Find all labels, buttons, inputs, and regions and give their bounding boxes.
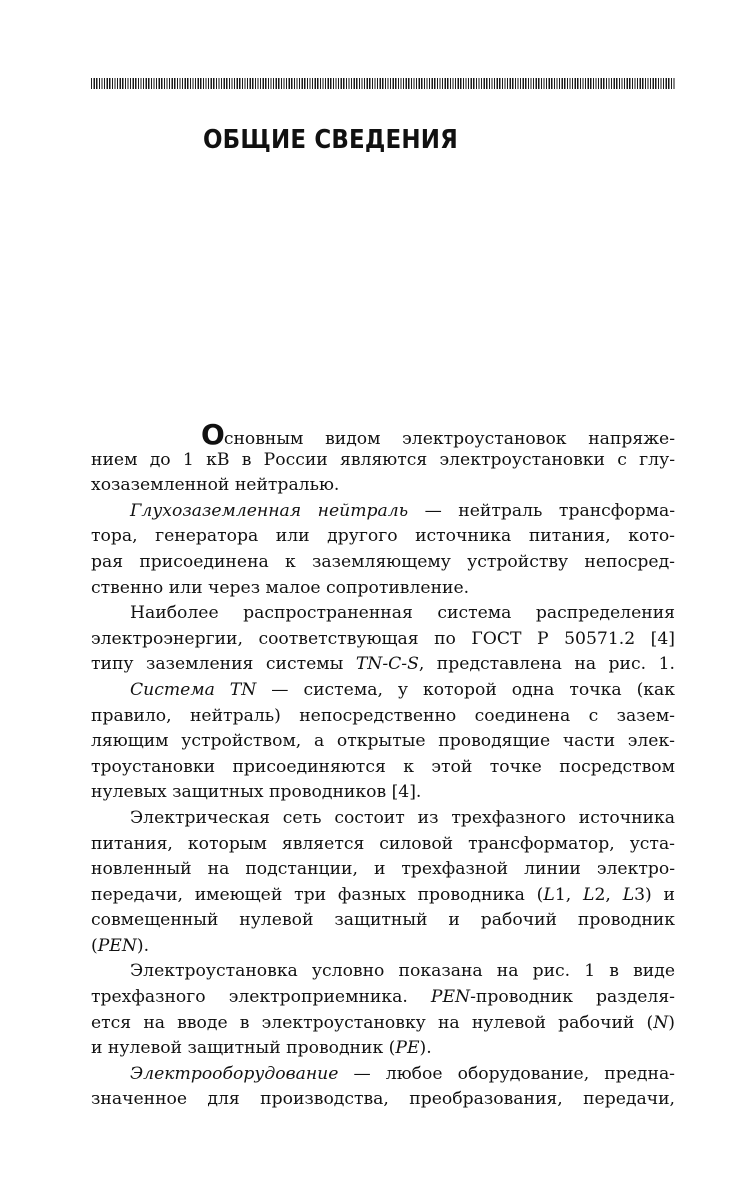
text-line — [91, 959, 675, 985]
italic-term: L — [622, 884, 635, 905]
text-segment: Электроустановка условно показана на рис. 1 в виде — [130, 961, 675, 982]
text-line — [91, 627, 675, 653]
text-line — [91, 550, 675, 576]
text-segment: трехфазного электроприемника. — [91, 987, 431, 1008]
text-line — [91, 985, 675, 1011]
italic-term: N — [653, 1012, 669, 1033]
text-line — [91, 418, 675, 451]
text-line — [91, 1062, 675, 1088]
header-rule — [91, 78, 675, 89]
text-line — [91, 499, 675, 525]
text-line — [91, 806, 675, 832]
italic-term: L — [583, 884, 595, 905]
text-segment: ( — [91, 935, 98, 956]
text-segment: нием до 1 кВ в России являются электроустановки с глу- — [91, 449, 675, 470]
italic-term: Электрооборудование — [130, 1063, 339, 1084]
text-segment: ). — [136, 935, 150, 956]
text-segment: нулевых защитных проводников [4]. — [91, 782, 422, 803]
text-segment: 1, — [554, 884, 584, 905]
text-line — [91, 883, 675, 909]
text-segment: ) — [668, 1012, 675, 1033]
text-segment: хозаземленной нейтралью. — [91, 475, 340, 496]
body-text — [91, 418, 676, 1113]
text-segment: типу заземления системы — [91, 654, 356, 675]
text-segment: тора, генератора или другого источника питания, кото- — [91, 526, 675, 547]
italic-term: PEN — [430, 987, 471, 1008]
text-line — [91, 678, 675, 704]
italic-term: TN-C-S — [355, 654, 419, 675]
text-segment: — нейтраль трансформа- — [408, 500, 676, 521]
text-line — [91, 780, 675, 806]
text-segment: значенное для производства, преобразования, передачи, — [91, 1089, 675, 1110]
text-segment: правило, нейтраль) непосредственно соединена с зазем- — [91, 705, 675, 726]
italic-term: PE — [395, 1038, 420, 1059]
text-line — [91, 755, 675, 781]
text-line — [91, 448, 675, 474]
text-line — [91, 576, 675, 602]
text-segment: питания, которым является силовой трансформатор, уста- — [91, 833, 675, 854]
text-segment: совмещенный нулевой защитный и рабочий проводник — [91, 910, 675, 931]
text-line — [91, 1011, 675, 1037]
text-segment: троустановки присоединяются к этой точке посредством — [91, 756, 675, 777]
text-segment: новленный на подстанции, и трехфазной линии электро- — [91, 859, 675, 880]
text-line — [91, 729, 675, 755]
italic-term: L — [543, 884, 555, 905]
drop-cap: О — [201, 418, 224, 451]
text-segment: 2, — [594, 884, 623, 905]
text-line — [91, 1087, 675, 1113]
text-line — [91, 1036, 675, 1062]
text-line — [91, 524, 675, 550]
italic-term: Глухозаземленная нейтраль — [130, 500, 409, 521]
text-segment: сновным видом электроустановок напряже- — [223, 429, 675, 449]
text-segment: -проводник разделя- — [470, 987, 675, 1008]
text-line — [91, 652, 675, 678]
text-segment: — любое оборудование, предна- — [338, 1063, 675, 1084]
text-line — [91, 857, 675, 883]
text-segment: — система, у которой одна точка (как — [256, 679, 676, 700]
text-segment: передачи, имеющей три фазных проводника ( — [91, 884, 544, 905]
italic-term: Система TN — [130, 679, 257, 700]
text-segment: рая присоединена к заземляющему устройству непосред- — [91, 551, 675, 572]
text-segment: ется на вводе в электроустановку на нулевой рабочий ( — [91, 1012, 654, 1033]
text-line — [91, 473, 675, 499]
text-line — [91, 908, 675, 934]
text-line — [91, 934, 675, 960]
text-line — [91, 832, 675, 858]
text-segment: Электрическая сеть состоит из трехфазного источника — [130, 807, 675, 828]
chapter-heading: ОБЩИЕ СВЕДЕНИЯ — [203, 125, 459, 155]
text-segment: Наиболее распространенная система распределения — [130, 603, 675, 624]
text-segment: 3) и — [634, 884, 676, 905]
text-segment: электроэнергии, соответствующая по ГОСТ Р 50571.2 [4] — [91, 628, 675, 649]
text-line — [91, 704, 675, 730]
text-segment: , представлена на рис. 1. — [418, 654, 675, 675]
text-segment: ). — [419, 1038, 432, 1059]
text-line — [91, 601, 675, 627]
text-segment: ляющим устройством, а открытые проводящие части элек- — [91, 731, 675, 752]
italic-term: PEN — [97, 935, 137, 956]
text-segment: ственно или через малое сопротивление. — [91, 577, 470, 598]
text-segment: и нулевой защитный проводник ( — [91, 1038, 396, 1059]
